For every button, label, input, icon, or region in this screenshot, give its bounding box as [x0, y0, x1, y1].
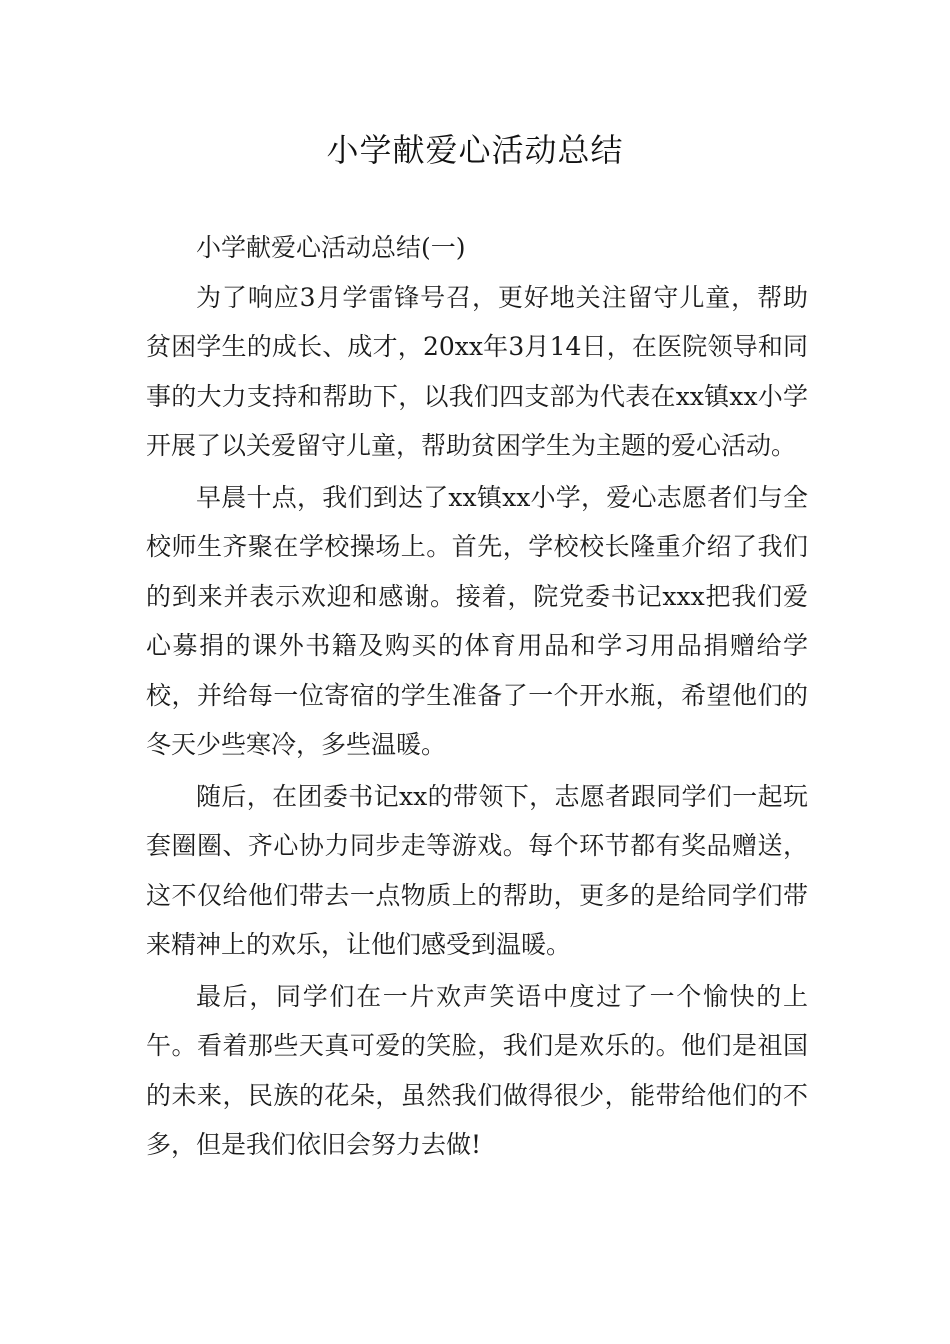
paragraph-2: 早晨十点，我们到达了xx镇xx小学，爱心志愿者们与全校师生齐聚在学校操场上。首先，学校校长隆重介绍了我们的到来并表示欢迎和感谢。接着，院党委书记xxx把我们爱心募捐的课外书籍及购买的体育用品和学习用品捐赠给学校，并给每一位寄宿的学生准备了一个开水瓶，希望他们的冬天少些寒冷，多些温暖。 [146, 482, 808, 759]
paragraph-3: 随后，在团委书记xx的带领下，志愿者跟同学们一起玩套圈圈、齐心协力同步走等游戏。每个环节都有奖品赠送，这不仅给他们带去一点物质上的帮助，更多的是给同学们带来精神上的欢乐，让他们感受到温暖。 [146, 781, 808, 959]
paragraph-1: 为了响应3月学雷锋号召，更好地关注留守儿童，帮助贫困学生的成长、成才，20xx年3月14日，在医院领导和同事的大力支持和帮助下，以我们四支部为代表在xx镇xx小学开展了以关爱留守儿童，帮助贫困学生为主题的爱心活动。 [146, 282, 808, 460]
document-body [146, 223, 808, 1172]
section-subtitle: 小学献爱心活动总结(一) [196, 233, 466, 262]
paragraph-4: 最后，同学们在一片欢声笑语中度过了一个愉快的上午。看着那些天真可爱的笑脸，我们是欢乐的。他们是祖国的未来，民族的花朵，虽然我们做得很少，能带给他们的不多，但是我们依旧会努力去做! [146, 981, 808, 1159]
document-title: 小学献爱心活动总结 [326, 131, 624, 169]
